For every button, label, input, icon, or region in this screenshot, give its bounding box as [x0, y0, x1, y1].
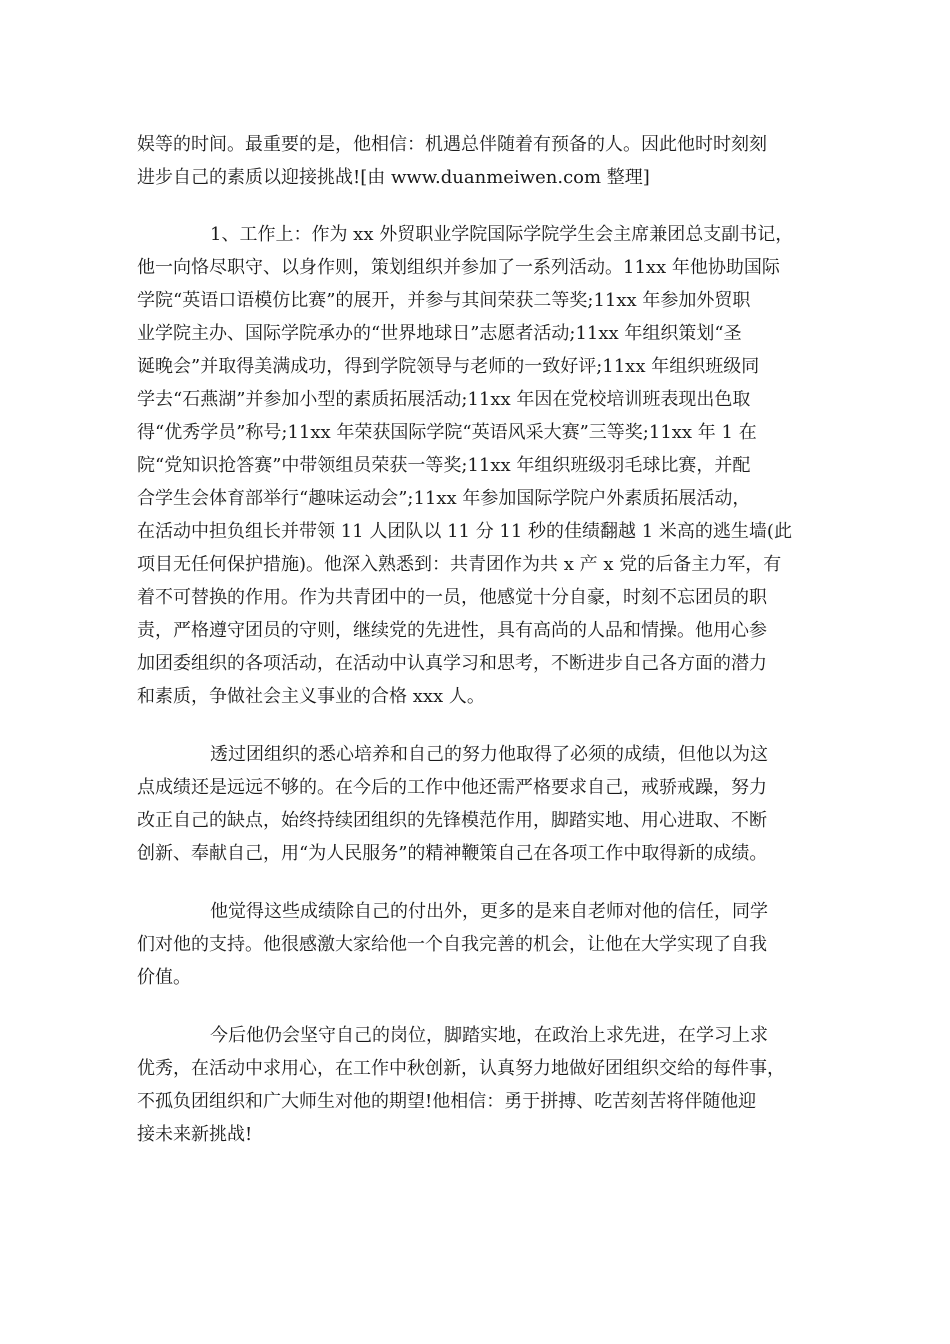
text-line: 优秀，在活动中求用心，在工作中秋创新，认真努力地做好团组织交给的每件事， — [137, 1058, 785, 1079]
document-body — [137, 128, 815, 1176]
text-line: 合学生会体育部举行“趣味运动会”;11xx 年参加国际学院户外素质拓展活动， — [137, 488, 751, 509]
text-line: 不孤负团组织和广大师生对他的期望!他相信：勇于拼搏、吃苦刻苦将伴随他迎 — [137, 1091, 757, 1112]
paragraph-2 — [137, 218, 815, 713]
text-line: 责，严格遵守团员的守则，继续党的先进性，具有高尚的人品和情操。他用心参 — [137, 620, 767, 641]
text-line: 他觉得这些成绩除自己的付出外，更多的是来自老师对他的信任，同学 — [210, 901, 768, 922]
paragraph-3 — [137, 738, 815, 870]
text-line: 进步自己的素质以迎接挑战![由 www.duanmeiwen.com 整理] — [137, 167, 650, 188]
text-line: 学院“英语口语模仿比赛”的展开，并参与其间荣获二等奖;11xx 年参加外贸职 — [137, 290, 751, 311]
text-line: 得“优秀学员”称号;11xx 年荣获国际学院“英语风采大赛”三等奖;11xx 年 1 在 — [137, 422, 757, 443]
text-line: 着不可替换的作用。作为共青团中的一员，他感觉十分自豪，时刻不忘团员的职 — [137, 587, 767, 608]
text-line: 改正自己的缺点，始终持续团组织的先锋模范作用，脚踏实地、用心进取、不断 — [137, 810, 767, 831]
text-line: 院“党知识抢答赛”中带领组员荣获一等奖;11xx 年组织班级羽毛球比赛，并配 — [137, 455, 751, 476]
paragraph-1 — [137, 128, 815, 194]
text-line: 接未来新挑战! — [137, 1124, 253, 1145]
text-line: 加团委组织的各项活动，在活动中认真学习和思考，不断进步自己各方面的潜力 — [137, 653, 767, 674]
text-line: 1、工作上：作为 xx 外贸职业学院国际学院学生会主席兼团总支副书记， — [210, 224, 794, 245]
text-line: 娱等的时间。最重要的是，他相信：机遇总伴随着有预备的人。因此他时时刻刻 — [137, 134, 767, 155]
text-line: 和素质，争做社会主义事业的合格 xxx 人。 — [137, 686, 485, 707]
text-line: 在活动中担负组长并带领 11 人团队以 11 分 11 秒的佳绩翻越 1 米高的逃生墙(此 — [137, 521, 792, 542]
text-line: 点成绩还是远远不够的。在今后的工作中他还需严格要求自己，戒骄戒躁，努力 — [137, 777, 767, 798]
text-line: 透过团组织的悉心培养和自己的努力他取得了必须的成绩，但他以为这 — [210, 744, 768, 765]
text-line: 他一向恪尽职守、以身作则，策划组织并参加了一系列活动。11xx 年他协助国际 — [137, 257, 780, 278]
text-line: 价值。 — [137, 967, 191, 988]
text-line: 今后他仍会坚守自己的岗位，脚踏实地，在政治上求先进，在学习上求 — [210, 1025, 768, 1046]
text-line: 诞晚会”并取得美满成功，得到学院领导与老师的一致好评;11xx 年组织班级同 — [137, 356, 760, 377]
text-line: 业学院主办、国际学院承办的“世界地球日”志愿者活动;11xx 年组织策划“圣 — [137, 323, 742, 344]
text-line: 创新、奉献自己，用“为人民服务”的精神鞭策自己在各项工作中取得新的成绩。 — [137, 843, 768, 864]
text-line: 们对他的支持。他很感激大家给他一个自我完善的机会，让他在大学实现了自我 — [137, 934, 767, 955]
paragraph-4 — [137, 895, 815, 994]
text-line: 项目无任何保护措施)。他深入熟悉到：共青团作为共 x 产 x 党的后备主力军，有 — [137, 554, 782, 575]
text-line: 学去“石燕湖”并参加小型的素质拓展活动;11xx 年因在党校培训班表现出色取 — [137, 389, 751, 410]
paragraph-5 — [137, 1019, 815, 1151]
